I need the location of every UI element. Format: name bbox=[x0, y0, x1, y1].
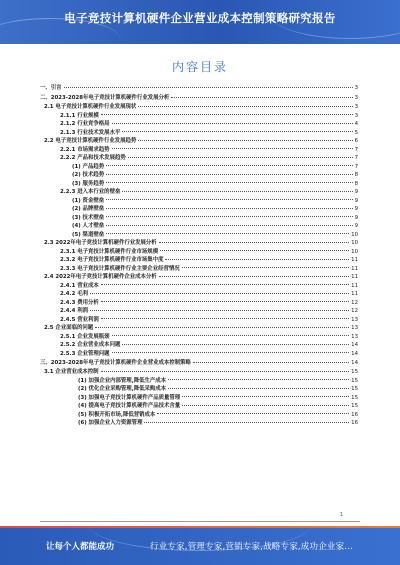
toc-entry-title: 2.3.2 电子竞技计算机硬件行业市场集中度 bbox=[60, 257, 164, 263]
toc-entry-page: 12 bbox=[351, 299, 358, 306]
toc-entry-title: 3.1 企业营业成本控制 bbox=[44, 369, 99, 375]
toc-leader-dots bbox=[112, 335, 350, 336]
toc-leader-dots bbox=[64, 87, 353, 88]
toc-entry[interactable] bbox=[40, 197, 358, 206]
toc-entry-title: 2.4.1 营业成本 bbox=[60, 282, 99, 289]
toc-entry-title: 2.2.1 市场需求趋势 bbox=[60, 146, 110, 153]
toc-heading: 内容目录 bbox=[171, 60, 228, 74]
toc-leader-dots bbox=[193, 362, 349, 363]
toc-entry-title: 2.3.3 电子竞技计算机硬件行业主要企业经营情况 bbox=[60, 265, 180, 272]
footer-tagline: 行业专家,管理专家,营销专家,战略专家,成功企业家... bbox=[150, 542, 354, 552]
toc-leader-dots bbox=[106, 208, 352, 209]
toc-entry[interactable] bbox=[40, 222, 358, 231]
toc-entry-page: 15 bbox=[351, 369, 358, 375]
toc-entry-page: 11 bbox=[351, 282, 358, 289]
toc-leader-dots bbox=[106, 174, 352, 175]
toc-entry-title: (4) 提高电子竞技计算机硬件产品技术含量 bbox=[78, 403, 181, 409]
toc-entry-title: (2) 品牌壁垒 bbox=[72, 206, 105, 212]
toc-entry-title: 2.5.1 企业发展瓶颈 bbox=[60, 333, 110, 340]
toc-leader-dots bbox=[168, 379, 349, 380]
toc-entry-page: 9 bbox=[354, 206, 358, 212]
toc-entry[interactable] bbox=[40, 282, 358, 291]
toc-entry-page: 16 bbox=[351, 411, 358, 418]
toc-entry-page: 13 bbox=[351, 325, 358, 331]
toc-entry-title: 三、2023-2028年电子竞技计算机硬件企业营业成本控制策略 bbox=[40, 359, 191, 366]
toc-entry[interactable] bbox=[40, 411, 358, 420]
toc-leader-dots bbox=[159, 242, 349, 243]
toc-leader-dots bbox=[160, 250, 349, 251]
toc-entry-page: 4 bbox=[354, 121, 358, 127]
toc-leader-dots bbox=[112, 148, 353, 149]
toc-entry-title: (4) 人才壁垒 bbox=[72, 223, 105, 229]
toc-entry[interactable] bbox=[40, 402, 358, 411]
toc-entry[interactable] bbox=[40, 290, 358, 299]
toc-entry[interactable] bbox=[40, 214, 358, 223]
toc-entry[interactable] bbox=[40, 93, 358, 103]
toc-entry-title: (5) 渠道壁垒 bbox=[72, 231, 105, 238]
toc-entry-page: 15 bbox=[351, 394, 358, 401]
toc-entry-page: 9 bbox=[354, 197, 358, 204]
toc-entry-page: 9 bbox=[354, 189, 358, 195]
footer-divider bbox=[40, 521, 360, 522]
toc-entry-title: (3) 服务趋势 bbox=[72, 180, 105, 187]
toc-entry[interactable] bbox=[40, 129, 358, 138]
toc-entry-title: (2) 技术趋势 bbox=[72, 172, 105, 178]
toc-entry-title: 2.4.5 营业利润 bbox=[60, 316, 99, 323]
toc-leader-dots bbox=[159, 276, 349, 277]
toc-leader-dots bbox=[144, 422, 349, 423]
toc-entry-page: 11 bbox=[351, 265, 358, 272]
table-of-contents bbox=[40, 83, 358, 428]
toc-entry-page: 7 bbox=[354, 163, 358, 170]
toc-entry[interactable] bbox=[40, 180, 358, 189]
toc-entry[interactable] bbox=[40, 256, 358, 265]
toc-entry[interactable] bbox=[40, 419, 358, 428]
toc-leader-dots bbox=[106, 233, 349, 234]
toc-entry-title: (1) 资金壁垒 bbox=[72, 197, 105, 204]
toc-entry-title: 2.1.1 行业规模 bbox=[60, 112, 99, 119]
toc-leader-dots bbox=[182, 396, 349, 397]
toc-entry-page: 8 bbox=[354, 180, 358, 187]
toc-entry-title: 2.2.3 进入本行业的壁垒 bbox=[60, 189, 121, 195]
toc-entry-title: (3) 技术壁垒 bbox=[72, 214, 105, 221]
toc-entry-page: 15 bbox=[351, 386, 358, 392]
toc-entry-page: 10 bbox=[351, 248, 358, 255]
toc-entry[interactable] bbox=[40, 188, 358, 197]
toc-leader-dots bbox=[128, 157, 353, 158]
toc-entry-title: (3) 加强电子竞技计算机硬件产品质量管理 bbox=[78, 394, 181, 401]
toc-leader-dots bbox=[112, 352, 350, 353]
toc-leader-dots bbox=[101, 114, 353, 115]
toc-entry-page: 14 bbox=[351, 350, 358, 357]
toc-leader-dots bbox=[157, 413, 349, 414]
toc-leader-dots bbox=[101, 284, 349, 285]
toc-entry[interactable] bbox=[40, 368, 358, 377]
toc-leader-dots bbox=[106, 216, 352, 217]
header-banner bbox=[0, 0, 400, 44]
toc-entry-title: 一、引言 bbox=[40, 84, 62, 91]
toc-leader-dots bbox=[122, 344, 349, 345]
toc-entry[interactable] bbox=[40, 163, 358, 172]
toc-entry[interactable] bbox=[40, 394, 358, 403]
toc-entry[interactable] bbox=[40, 273, 358, 282]
toc-entry[interactable] bbox=[40, 154, 358, 163]
toc-entry[interactable] bbox=[40, 83, 358, 93]
toc-entry[interactable] bbox=[40, 112, 358, 121]
toc-entry[interactable] bbox=[40, 377, 358, 386]
toc-entry-page: 9 bbox=[354, 223, 358, 229]
footer-slogan: 让每个人都能成功 bbox=[46, 542, 115, 552]
toc-leader-dots bbox=[101, 371, 350, 372]
toc-entry[interactable] bbox=[40, 316, 358, 325]
toc-entry-page: 16 bbox=[351, 420, 358, 426]
toc-entry-page: 5 bbox=[354, 129, 358, 136]
report-title: 电子竞技计算机硬件企业营业成本控制策略研究报告 bbox=[64, 11, 336, 25]
toc-entry-title: 二、2023-2028年电子竞技计算机硬件行业发展分析 bbox=[40, 94, 170, 101]
toc-leader-dots bbox=[106, 225, 352, 226]
toc-leader-dots bbox=[101, 318, 349, 319]
toc-entry-page: 7 bbox=[354, 146, 358, 153]
toc-entry-page: 10 bbox=[351, 240, 358, 246]
toc-entry-page: 9 bbox=[354, 214, 358, 221]
toc-entry-title: 2.1.2 行业竞争格局 bbox=[60, 121, 110, 127]
toc-leader-dots bbox=[106, 165, 352, 166]
toc-entry-title: (1) 产品趋势 bbox=[72, 163, 105, 170]
toc-leader-dots bbox=[106, 199, 352, 200]
toc-entry[interactable] bbox=[40, 385, 358, 394]
toc-leader-dots bbox=[90, 293, 349, 294]
toc-entry-title: (1) 加强企业内部管理,降低生产成本 bbox=[78, 377, 167, 384]
toc-entry-title: 2.5.2 企业营业成本问题 bbox=[60, 342, 121, 348]
toc-entry[interactable] bbox=[40, 120, 358, 129]
toc-entry-page: 8 bbox=[354, 172, 358, 178]
toc-entry-title: 2.4.4 利润 bbox=[60, 308, 89, 314]
toc-entry-page: 15 bbox=[351, 377, 358, 384]
toc-entry[interactable] bbox=[40, 231, 358, 240]
toc-entry[interactable] bbox=[40, 358, 358, 368]
toc-entry-title: 2.1 电子竞技计算机硬件行业发展现状 bbox=[44, 104, 137, 110]
toc-entry-page: 3 bbox=[354, 112, 358, 119]
toc-entry[interactable] bbox=[40, 341, 358, 350]
toc-entry[interactable] bbox=[40, 137, 358, 146]
toc-entry[interactable] bbox=[40, 146, 358, 155]
toc-entry[interactable] bbox=[40, 265, 358, 274]
toc-entry-title: 2.5.3 企业管理问题 bbox=[60, 350, 110, 357]
toc-entry[interactable] bbox=[40, 333, 358, 342]
toc-leader-dots bbox=[168, 388, 349, 389]
toc-entry-page: 3 bbox=[354, 94, 358, 101]
toc-entry-page: 14 bbox=[351, 359, 358, 366]
toc-leader-dots bbox=[122, 191, 352, 192]
toc-entry[interactable] bbox=[40, 299, 358, 308]
toc-entry-page: 6 bbox=[354, 138, 358, 144]
toc-entry-page: 11 bbox=[351, 291, 358, 297]
toc-leader-dots bbox=[138, 140, 352, 141]
toc-entry-title: 2.3 2022年电子竞技计算机硬件行业发展分析 bbox=[44, 240, 157, 246]
toc-entry-title: 2.3.1 电子竞技计算机硬件行业市场规模 bbox=[60, 248, 159, 255]
toc-leader-dots bbox=[182, 405, 349, 406]
toc-entry-title: 2.4.2 毛利 bbox=[60, 291, 89, 297]
toc-leader-dots bbox=[122, 131, 352, 132]
toc-entry[interactable] bbox=[40, 350, 358, 359]
toc-entry-title: 2.5 企业面临的问题 bbox=[44, 325, 94, 331]
toc-entry-title: 2.4 2022年电子竞技计算机硬件企业成本分析 bbox=[44, 274, 157, 280]
toc-leader-dots bbox=[112, 123, 353, 124]
footer-banner bbox=[0, 528, 400, 565]
page-number: 1 bbox=[340, 512, 344, 518]
toc-entry[interactable] bbox=[40, 205, 358, 214]
toc-entry-page: 14 bbox=[351, 342, 358, 348]
toc-leader-dots bbox=[95, 327, 349, 328]
toc-entry-page: 11 bbox=[351, 274, 358, 280]
toc-entry-title: 2.4.3 费用分析 bbox=[60, 299, 99, 306]
toc-entry-page: 3 bbox=[354, 84, 358, 91]
toc-entry-page: 10 bbox=[351, 231, 358, 238]
toc-entry-title: (6) 加强企业人力资源管理 bbox=[78, 420, 143, 426]
toc-leader-dots bbox=[90, 310, 349, 311]
toc-leader-dots bbox=[138, 106, 352, 107]
toc-entry-title: 2.2 电子竞技计算机硬件行业发展趋势 bbox=[44, 138, 137, 144]
toc-entry-page: 3 bbox=[354, 104, 358, 110]
toc-entry-page: 13 bbox=[351, 333, 358, 340]
toc-entry[interactable] bbox=[40, 103, 358, 112]
toc-leader-dots bbox=[106, 182, 352, 183]
toc-leader-dots bbox=[165, 259, 349, 260]
toc-leader-dots bbox=[171, 97, 352, 98]
toc-entry[interactable] bbox=[40, 171, 358, 180]
toc-leader-dots bbox=[101, 301, 349, 302]
toc-entry[interactable] bbox=[40, 324, 358, 333]
toc-entry-page: 11 bbox=[351, 257, 358, 263]
toc-entry-title: 2.1.3 行业技术发展水平 bbox=[60, 129, 121, 136]
toc-entry-title: 2.2.2 产品和技术发展趋势 bbox=[60, 155, 126, 161]
toc-leader-dots bbox=[182, 267, 349, 268]
toc-entry-page: 7 bbox=[354, 155, 358, 161]
toc-entry-page: 12 bbox=[351, 308, 358, 314]
toc-entry-page: 13 bbox=[351, 316, 358, 323]
toc-entry-title: (5) 积极开拓市场,降低营销成本 bbox=[78, 411, 156, 418]
toc-entry[interactable] bbox=[40, 248, 358, 257]
toc-entry-page: 15 bbox=[351, 403, 358, 409]
toc-entry[interactable] bbox=[40, 307, 358, 316]
toc-entry-title: (2) 优化企业采购管理,降低采购成本 bbox=[78, 386, 167, 392]
toc-entry[interactable] bbox=[40, 239, 358, 248]
